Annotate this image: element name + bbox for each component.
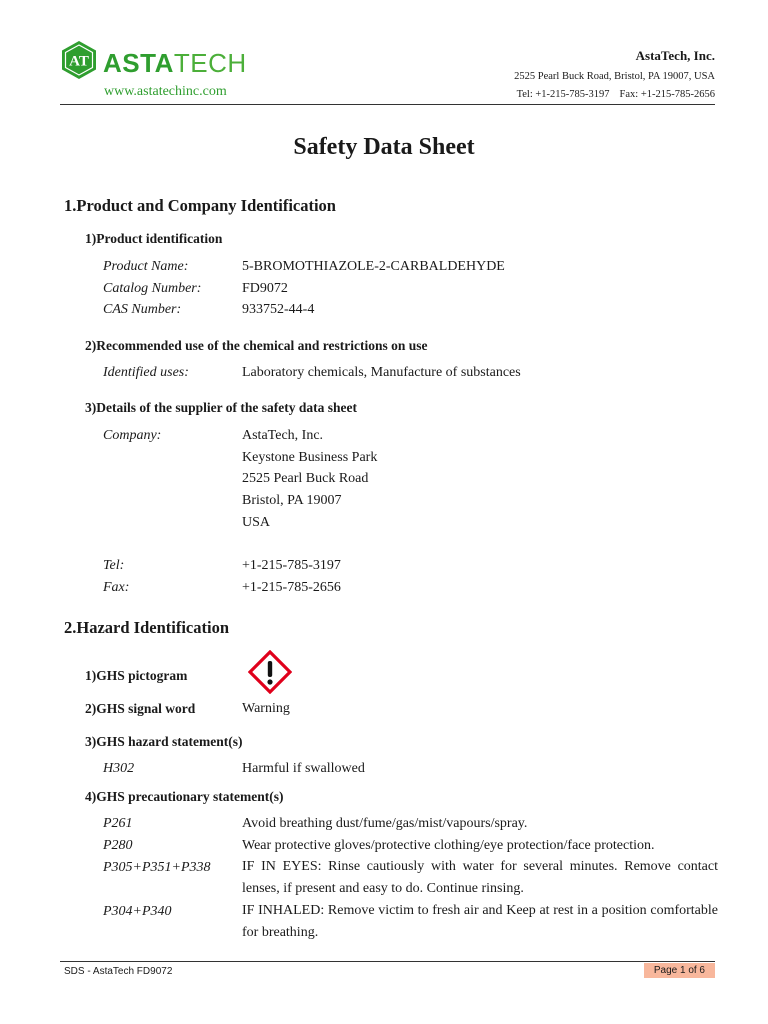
hazard-text: Harmful if swallowed xyxy=(242,761,365,776)
tel-value: +1-215-785-3197 xyxy=(242,558,341,573)
company-address: 2525 Pearl Buck Road, Bristol, PA 19007, USA xyxy=(514,71,715,82)
header-divider xyxy=(60,104,715,105)
logo-word-bold: ASTA xyxy=(103,48,174,78)
company-name: AstaTech, Inc. xyxy=(635,48,715,63)
product-name-label: Product Name: xyxy=(103,259,189,274)
ghs-pictogram-heading: 1)GHS pictogram xyxy=(85,668,188,683)
logo-word-light: TECH xyxy=(173,48,247,78)
page-number-badge: Page 1 of 6 xyxy=(644,963,715,978)
ghs-signal-word-heading: 2)GHS signal word xyxy=(85,701,196,716)
catalog-number-label: Catalog Number: xyxy=(103,281,202,296)
supplier-details-heading: 3)Details of the supplier of the safety data sheet xyxy=(85,400,357,415)
precaution-code: P280 xyxy=(103,838,133,853)
fax-label: Fax: xyxy=(103,580,130,595)
ghs-hazard-statements-heading: 3)GHS hazard statement(s) xyxy=(85,734,243,749)
tel-label: Tel: xyxy=(103,558,125,573)
supplier-company-line: AstaTech, Inc. xyxy=(242,428,324,443)
company-fax: Fax: +1-215-785-2656 xyxy=(619,89,715,100)
section-2-heading: 2.Hazard Identification xyxy=(64,618,229,637)
fax-value: +1-215-785-2656 xyxy=(242,580,341,595)
identified-uses-value: Laboratory chemicals, Manufacture of substances xyxy=(242,365,521,380)
logo-initials: AT xyxy=(69,53,89,70)
hazard-code: H302 xyxy=(103,761,135,776)
logo-wordmark xyxy=(103,48,247,78)
product-name-value: 5-BROMOTHIAZOLE-2-CARBALDEHYDE xyxy=(242,259,505,274)
product-identification-heading: 1)Product identification xyxy=(85,231,223,246)
supplier-company-line: Bristol, PA 19007 xyxy=(242,493,342,508)
precaution-text: Avoid breathing dust/fume/gas/mist/vapours/spray. xyxy=(242,816,528,831)
supplier-company-line: 2525 Pearl Buck Road xyxy=(242,471,369,486)
catalog-number-value: FD9072 xyxy=(242,281,288,296)
precaution-code: P261 xyxy=(103,816,133,831)
recommended-use-heading: 2)Recommended use of the chemical and restrictions on use xyxy=(85,338,428,353)
precaution-code: P304+P340 xyxy=(103,904,172,919)
astatech-logo-icon xyxy=(60,40,98,80)
section-1-heading: 1.Product and Company Identification xyxy=(64,196,336,215)
footer-document-reference: SDS - AstaTech FD9072 xyxy=(64,966,173,977)
document-title: Safety Data Sheet xyxy=(293,134,475,160)
footer-divider xyxy=(60,961,715,962)
company-tel: Tel: +1-215-785-3197 xyxy=(516,89,610,100)
website-link[interactable]: www.astatechinc.com xyxy=(104,84,227,99)
supplier-company-line: Keystone Business Park xyxy=(242,450,378,465)
cas-number-value: 933752-44-4 xyxy=(242,302,315,317)
company-contact xyxy=(517,89,715,100)
precaution-text: IF IN EYES: Rinse cautiously with water for several minutes. Remove contact lenses, if present and easy to do. Continue rinsing. xyxy=(242,859,718,896)
cas-number-label: CAS Number: xyxy=(103,302,182,317)
precaution-code: P305+P351+P338 xyxy=(103,860,211,875)
precaution-text: IF INHALED: Remove victim to fresh air and Keep at rest in a position comfortable for breathing. xyxy=(242,903,718,940)
ghs-precautionary-statements-heading: 4)GHS precautionary statement(s) xyxy=(85,789,284,804)
precaution-text: Wear protective gloves/protective clothing/eye protection/face protection. xyxy=(242,838,655,853)
signal-word-value: Warning xyxy=(242,701,290,716)
company-label: Company: xyxy=(103,428,162,443)
identified-uses-label: Identified uses: xyxy=(103,365,189,380)
exclamation-mark-pictogram-icon xyxy=(248,650,292,694)
supplier-company-line: USA xyxy=(242,515,271,530)
